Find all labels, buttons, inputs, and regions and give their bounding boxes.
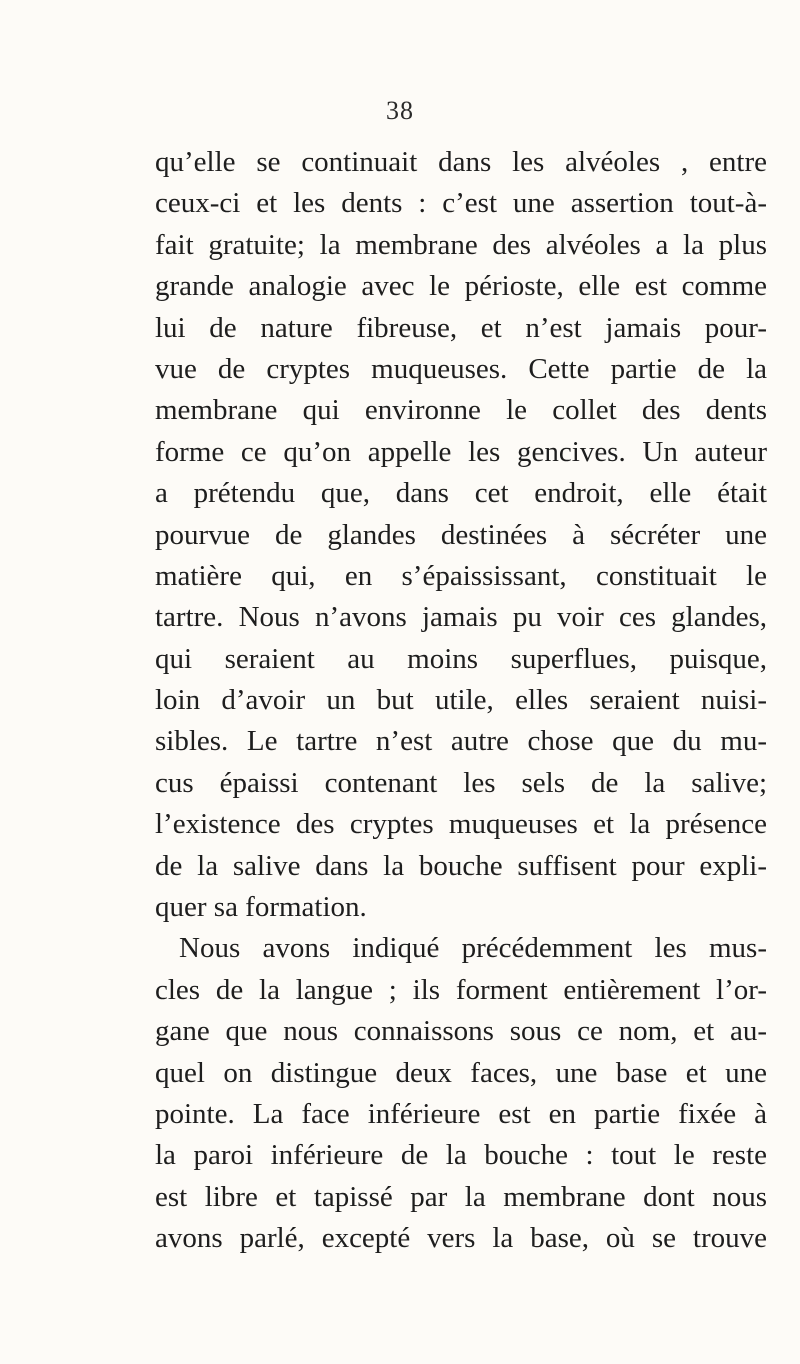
text-line: tartre. Nous n’avons jamais pu voir ces glandes, [155, 601, 767, 634]
text-line: gane que nous connaissons sous ce nom, et au- [155, 1015, 767, 1048]
text-line: cus épaissi contenant les sels de la salive; [155, 766, 767, 799]
text-line: avons parlé, excepté vers la base, où se trouve [155, 1222, 767, 1255]
text-line: la paroi inférieure de la bouche : tout le reste [155, 1139, 767, 1172]
body-text [155, 142, 767, 1260]
text-line: fait gratuite; la membrane des alvéoles a la plus [155, 228, 767, 261]
text-line: pourvue de glandes destinées à sécréter une [155, 518, 767, 551]
text-line: forme ce qu’on appelle les gencives. Un auteur [155, 435, 767, 468]
text-line: qui seraient au moins superflues, puisque, [155, 642, 767, 675]
text-line: est libre et tapissé par la membrane dont nous [155, 1180, 767, 1213]
text-line: matière qui, en s’épaississant, constituait le [155, 559, 767, 592]
text-line: pointe. La face inférieure est en partie fixée à [155, 1097, 767, 1130]
text-line: vue de cryptes muqueuses. Cette partie de la [155, 352, 767, 385]
text-line: quel on distingue deux faces, une base et une [155, 1056, 767, 1089]
text-line: a prétendu que, dans cet endroit, elle était [155, 477, 767, 510]
text-line: lui de nature fibreuse, et n’est jamais pour- [155, 311, 767, 344]
text-line: qu’elle se continuait dans les alvéoles , entre [155, 146, 767, 178]
text-line: membrane qui environne le collet des dents [155, 394, 767, 427]
text-line: ceux-ci et les dents : c’est une assertion tout-à- [155, 187, 767, 220]
page-number: 38 [386, 96, 414, 125]
text-line: de la salive dans la bouche suffisent pour expli- [155, 849, 767, 882]
text-line: sibles. Le tartre n’est autre chose que du mu- [155, 725, 767, 758]
paragraph-start-line: Nous avons indiqué précédemment les mus- [179, 932, 767, 965]
paragraph-end-line: quer sa formation. [155, 891, 367, 924]
text-line: l’existence des cryptes muqueuses et la présence [155, 808, 767, 841]
text-line: loin d’avoir un but utile, elles seraient nuisi- [155, 684, 767, 717]
text-line: grande analogie avec le périoste, elle est comme [155, 270, 767, 303]
text-line: cles de la langue ; ils forment entièrement l’or- [155, 973, 767, 1006]
